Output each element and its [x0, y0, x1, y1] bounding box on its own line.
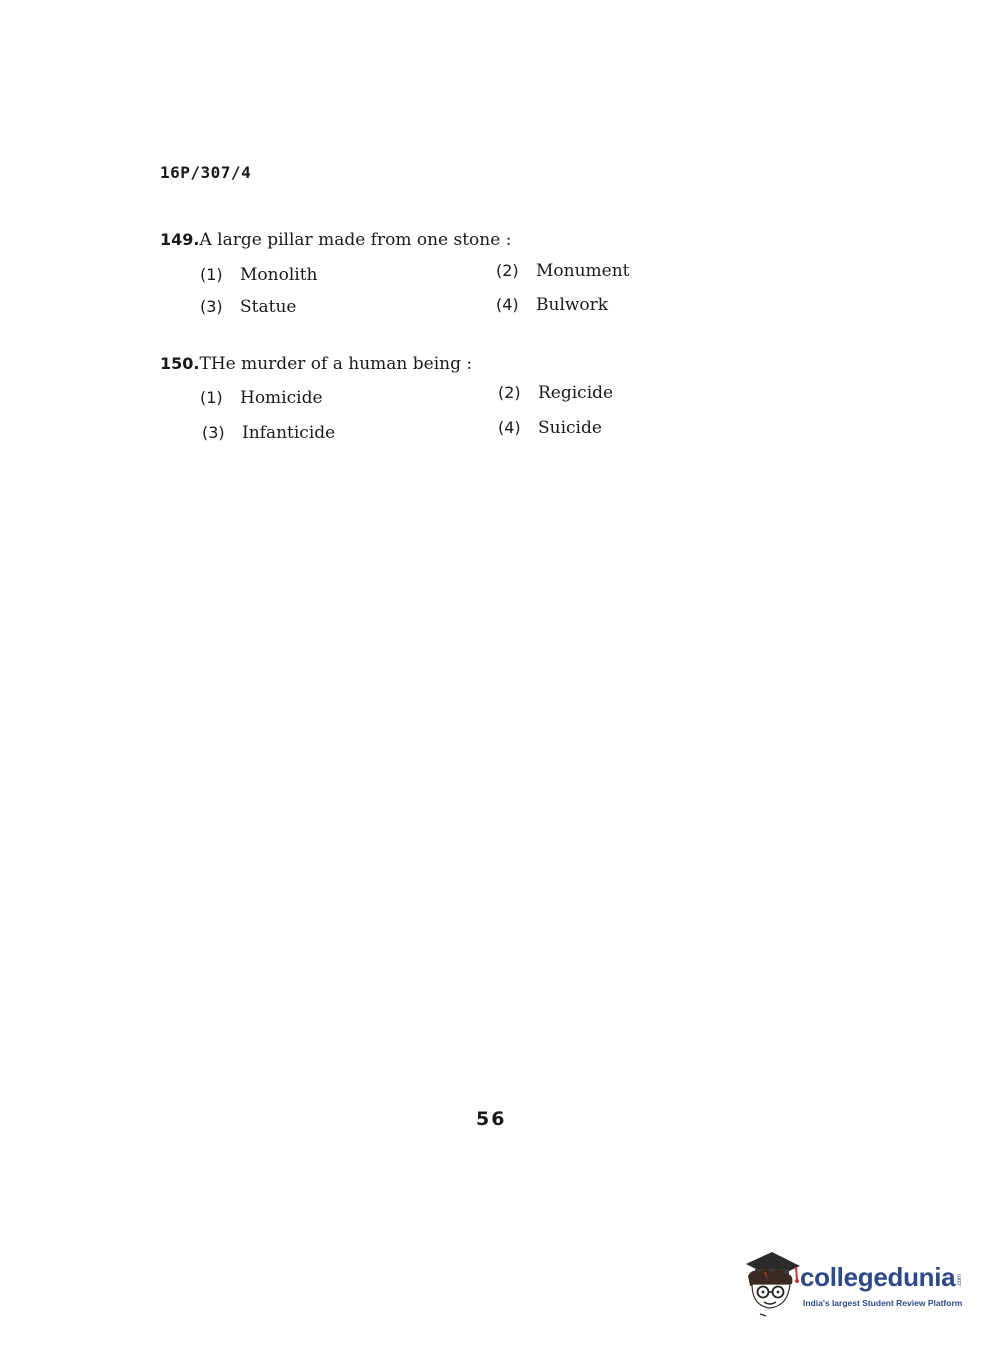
option-number: (1) — [200, 388, 223, 407]
question-number: 150. — [160, 354, 200, 373]
question-149-option-1 — [200, 265, 317, 285]
question-149-option-2 — [496, 261, 630, 281]
option-number: (3) — [202, 423, 225, 442]
question-150-option-4 — [498, 418, 602, 438]
question-150-option-2 — [498, 383, 613, 403]
option-number: (4) — [496, 295, 519, 314]
option-text: Bulwork — [536, 295, 609, 315]
question-149-option-3 — [200, 297, 296, 317]
option-number: (4) — [498, 418, 521, 437]
option-text: Monolith — [240, 265, 318, 285]
question-text: A large pillar made from one stone : — [199, 230, 512, 250]
paper-code: 16P/307/4 — [160, 163, 252, 182]
collegedunia-logo — [742, 1250, 972, 1320]
option-text: Statue — [240, 297, 297, 317]
option-number: (1) — [200, 265, 223, 284]
question-150 — [160, 354, 472, 374]
option-text: Infanticide — [242, 423, 336, 443]
option-text: Homicide — [240, 388, 323, 408]
brand-name: collegedunia — [800, 1262, 956, 1292]
brand-suffix: .com — [957, 1274, 963, 1288]
option-number: (3) — [200, 297, 223, 316]
option-text: Monument — [536, 261, 630, 281]
student-mascot-icon — [742, 1250, 802, 1318]
option-number: (2) — [496, 261, 519, 280]
option-text: Regicide — [538, 383, 614, 403]
brand-tagline: India's largest Student Review Platform — [803, 1298, 963, 1308]
option-number: (2) — [498, 383, 521, 402]
page-number: 56 — [476, 1108, 507, 1130]
question-149-option-4 — [496, 295, 608, 315]
option-text: Suicide — [538, 418, 602, 438]
question-150-option-1 — [200, 388, 323, 408]
question-149 — [160, 230, 511, 250]
question-number: 149. — [160, 230, 200, 249]
question-150-option-3 — [202, 423, 335, 443]
question-text: THe murder of a human being : — [199, 354, 473, 374]
